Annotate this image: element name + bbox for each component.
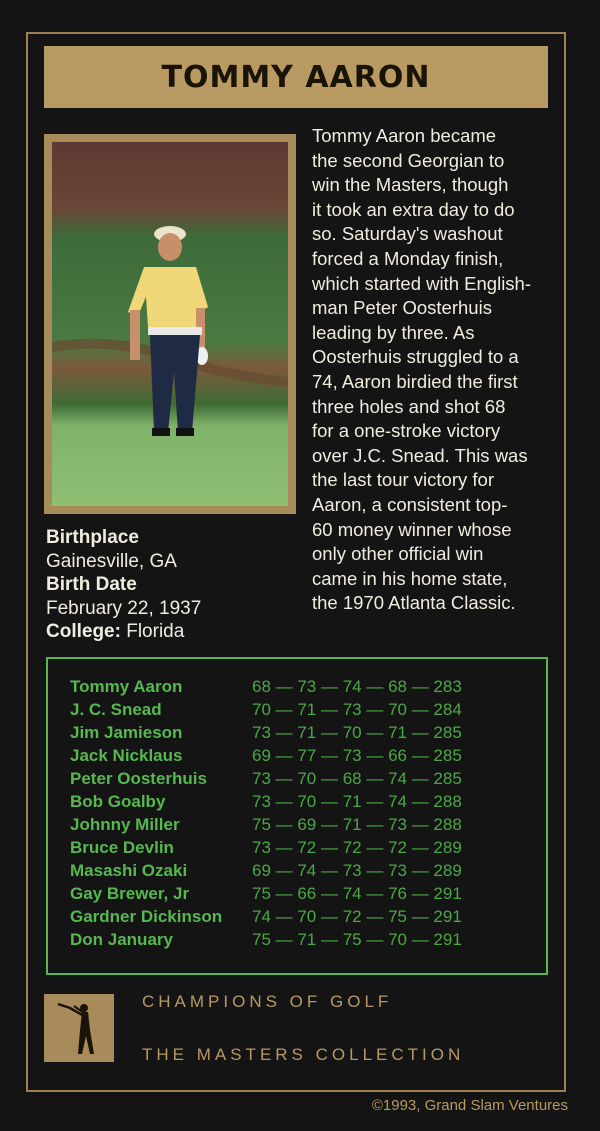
leaderboard-player: Gardner Dickinson bbox=[70, 907, 223, 926]
leaderboard-rounds: 74 — 70 — 72 — 75 — 291 bbox=[252, 907, 462, 926]
leaderboard-player: Bruce Devlin bbox=[70, 838, 174, 857]
bio-line: 60 money winner whose bbox=[312, 518, 512, 540]
leaderboard-rounds: 75 — 66 — 74 — 76 — 291 bbox=[252, 884, 462, 903]
leaderboard-player: Johnny Miller bbox=[70, 815, 180, 834]
leaderboard-player: Jim Jamieson bbox=[70, 723, 183, 742]
bio-line: forced a Monday finish, bbox=[312, 247, 504, 269]
player-photo-frame bbox=[44, 134, 296, 514]
college-value: Florida bbox=[126, 621, 185, 642]
leaderboard-player: Don January bbox=[70, 930, 173, 949]
bio-line: the 1970 Atlanta Classic. bbox=[312, 592, 516, 614]
birthplace-label: Birthplace bbox=[46, 527, 139, 548]
bio-line: leading by three. As bbox=[312, 321, 475, 343]
bio-line: Aaron, a consistent top- bbox=[312, 493, 508, 515]
leaderboard-player: Peter Oosterhuis bbox=[70, 769, 207, 788]
leaderboard-player: Gay Brewer, Jr bbox=[70, 884, 190, 903]
bio-text bbox=[312, 124, 562, 616]
college-label: College: bbox=[46, 621, 121, 642]
name-banner bbox=[44, 46, 548, 108]
player-facts bbox=[46, 526, 306, 644]
bio-line: three holes and shot 68 bbox=[312, 395, 506, 417]
player-name: TOMMY AARON bbox=[161, 59, 431, 95]
leaderboard-rounds: 69 — 77 — 73 — 66 — 285 bbox=[252, 746, 462, 765]
collection-title: THE MASTERS COLLECTION bbox=[142, 1045, 465, 1064]
bio-line: man Peter Oosterhuis bbox=[312, 297, 492, 319]
birthplace-value: Gainesville, GA bbox=[46, 550, 177, 572]
leaderboard-rounds: 73 — 70 — 68 — 74 — 285 bbox=[252, 769, 462, 788]
bio-line: for a one-stroke victory bbox=[312, 420, 501, 442]
leaderboard-player: Bob Goalby bbox=[70, 792, 166, 811]
bio-line: which started with English- bbox=[312, 272, 532, 294]
bio-line: 74, Aaron birdied the first bbox=[312, 370, 518, 392]
leaderboard-rounds: 73 — 72 — 72 — 72 — 289 bbox=[252, 838, 462, 857]
bio-line: the second Georgian to bbox=[312, 149, 505, 171]
leaderboard-rounds: 70 — 71 — 73 — 70 — 284 bbox=[252, 700, 462, 719]
leaderboard-player: Tommy Aaron bbox=[70, 677, 183, 696]
bio-line: it took an extra day to do bbox=[312, 198, 515, 220]
bio-line: only other official win bbox=[312, 543, 484, 565]
bio-line: over J.C. Snead. This was bbox=[312, 444, 528, 466]
bio-line: so. Saturday's washout bbox=[312, 223, 503, 245]
golfer-silhouette-icon bbox=[44, 994, 114, 1062]
player-photo bbox=[52, 142, 288, 506]
golfer-figure bbox=[52, 142, 288, 506]
leaderboard-rounds: 73 — 70 — 71 — 74 — 288 bbox=[252, 792, 462, 811]
bio-line: Oosterhuis struggled to a bbox=[312, 346, 519, 368]
leaderboard-rounds: 75 — 69 — 71 — 73 — 288 bbox=[252, 815, 462, 834]
birthdate-value: February 22, 1937 bbox=[46, 597, 202, 619]
leaderboard-rounds: 73 — 71 — 70 — 71 — 285 bbox=[252, 723, 462, 742]
copyright-notice: ©1993, Grand Slam Ventures bbox=[371, 1097, 568, 1114]
birthdate-label: Birth Date bbox=[46, 574, 137, 595]
bio-line: win the Masters, though bbox=[312, 174, 509, 196]
leaderboard-rounds: 68 — 73 — 74 — 68 — 283 bbox=[252, 677, 462, 696]
series-title: CHAMPIONS OF GOLF bbox=[142, 992, 393, 1011]
bio-line: came in his home state, bbox=[312, 567, 508, 589]
leaderboard bbox=[46, 657, 548, 975]
bio-line: Tommy Aaron became bbox=[312, 125, 497, 146]
bio-line: the last tour victory for bbox=[312, 469, 494, 491]
leaderboard-rounds: 69 — 74 — 73 — 73 — 289 bbox=[252, 861, 462, 880]
leaderboard-player: J. C. Snead bbox=[70, 700, 162, 719]
college-line bbox=[46, 620, 306, 644]
golfer-logo bbox=[44, 994, 114, 1062]
leaderboard-player: Jack Nicklaus bbox=[70, 746, 183, 765]
leaderboard-player: Masashi Ozaki bbox=[70, 861, 188, 880]
leaderboard-rounds: 75 — 71 — 75 — 70 — 291 bbox=[252, 930, 462, 949]
